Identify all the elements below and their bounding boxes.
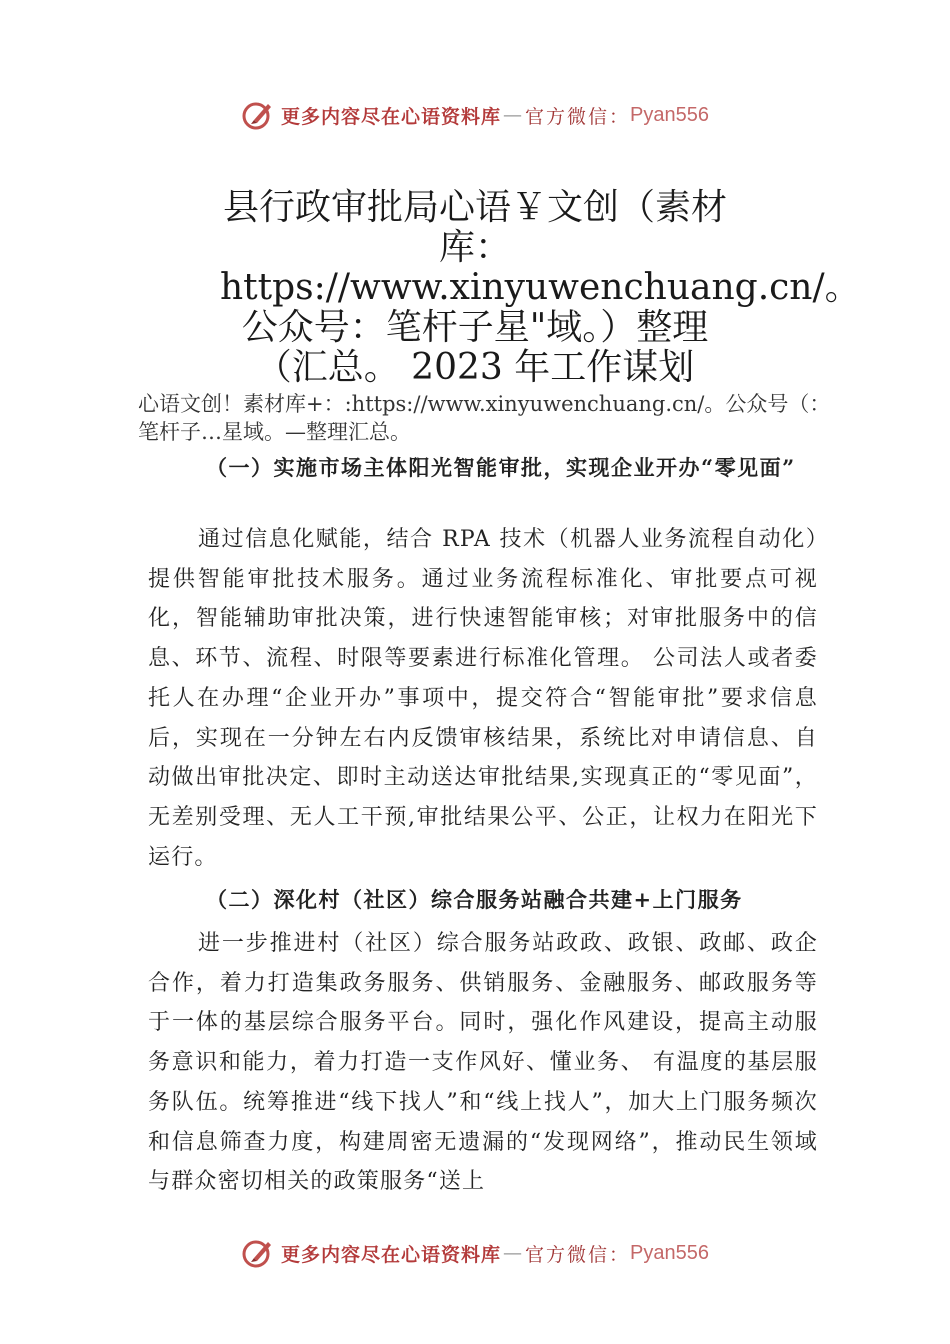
banner-text: 更多内容尽在心语资料库 — [281, 1243, 502, 1266]
banner-separator: — — [503, 1242, 524, 1264]
banner-handle: Pyan556 — [630, 103, 709, 126]
section-1-body: 通过信息化赋能，结合 RPA 技术（机器人业务流程自动化）提供智能审批技术服务。通过业务流程标准化、审批要点可视化，智能辅助审批决策，进行快速智能审核；对审批服务中的信息、环节、流程、时限等要素进行标准化管理。 公司法人或者委托人在办理“企业开办”事项中，提交符合“智能审批”要求信息后，实现在一分钟左右内反馈审核结果，系统比对申请信息、自动做出审批决定、即时主动送达审批结果,实现真正的“零见面”，无差别受理、无人工干预,审批结果公平、公正，让权力在阳光下运行。 — [148, 527, 818, 870]
banner-separator: — — [503, 104, 524, 126]
pen-logo-icon — [241, 98, 275, 132]
footer-banner — [0, 1233, 950, 1273]
banner-label: 官方微信： — [525, 105, 631, 128]
section-2-body: 进一步推进村（社区）综合服务站政政、政银、政邮、政企合作，着力打造集政务服务、供销服务、金融服务、邮政服务等于一体的基层综合服务平台。同时，强化作风建设，提高主动服务意识和能力，着力打造一支作风好、懂业务、 有温度的基层服务队伍。统筹推进“线下找人”和“线上找人”，加大上门服务频次和信息筛查力度，构建周密无遗漏的“发现网络”，推动民生领域与群众密切相关的政策服务“送上 — [148, 931, 818, 1195]
document-title: 县行政审批局心语￥文创（素材库：https://www.xinyuwenchuang.cn/。公众号：笔杆子星"域。）整理（汇总。 2023 年工作谋划 — [220, 187, 861, 388]
section-2-heading: （二）深化村（社区）综合服务站融合共建+上门服务 — [206, 887, 743, 912]
banner-label: 官方微信： — [525, 1243, 631, 1266]
banner-handle: Pyan556 — [630, 1241, 709, 1264]
document-subtitle: 心语文创！素材库+：:https://www.xinyuwenchuang.cn/。公众号（：笔杆子…星域。—整理汇总。 — [138, 392, 831, 444]
banner-text: 更多内容尽在心语资料库 — [281, 105, 502, 128]
header-banner — [0, 95, 950, 135]
section-1-heading: （一）实施市场主体阳光智能审批，实现企业开办“零见面” — [206, 455, 796, 480]
pen-logo-icon — [241, 1236, 275, 1270]
